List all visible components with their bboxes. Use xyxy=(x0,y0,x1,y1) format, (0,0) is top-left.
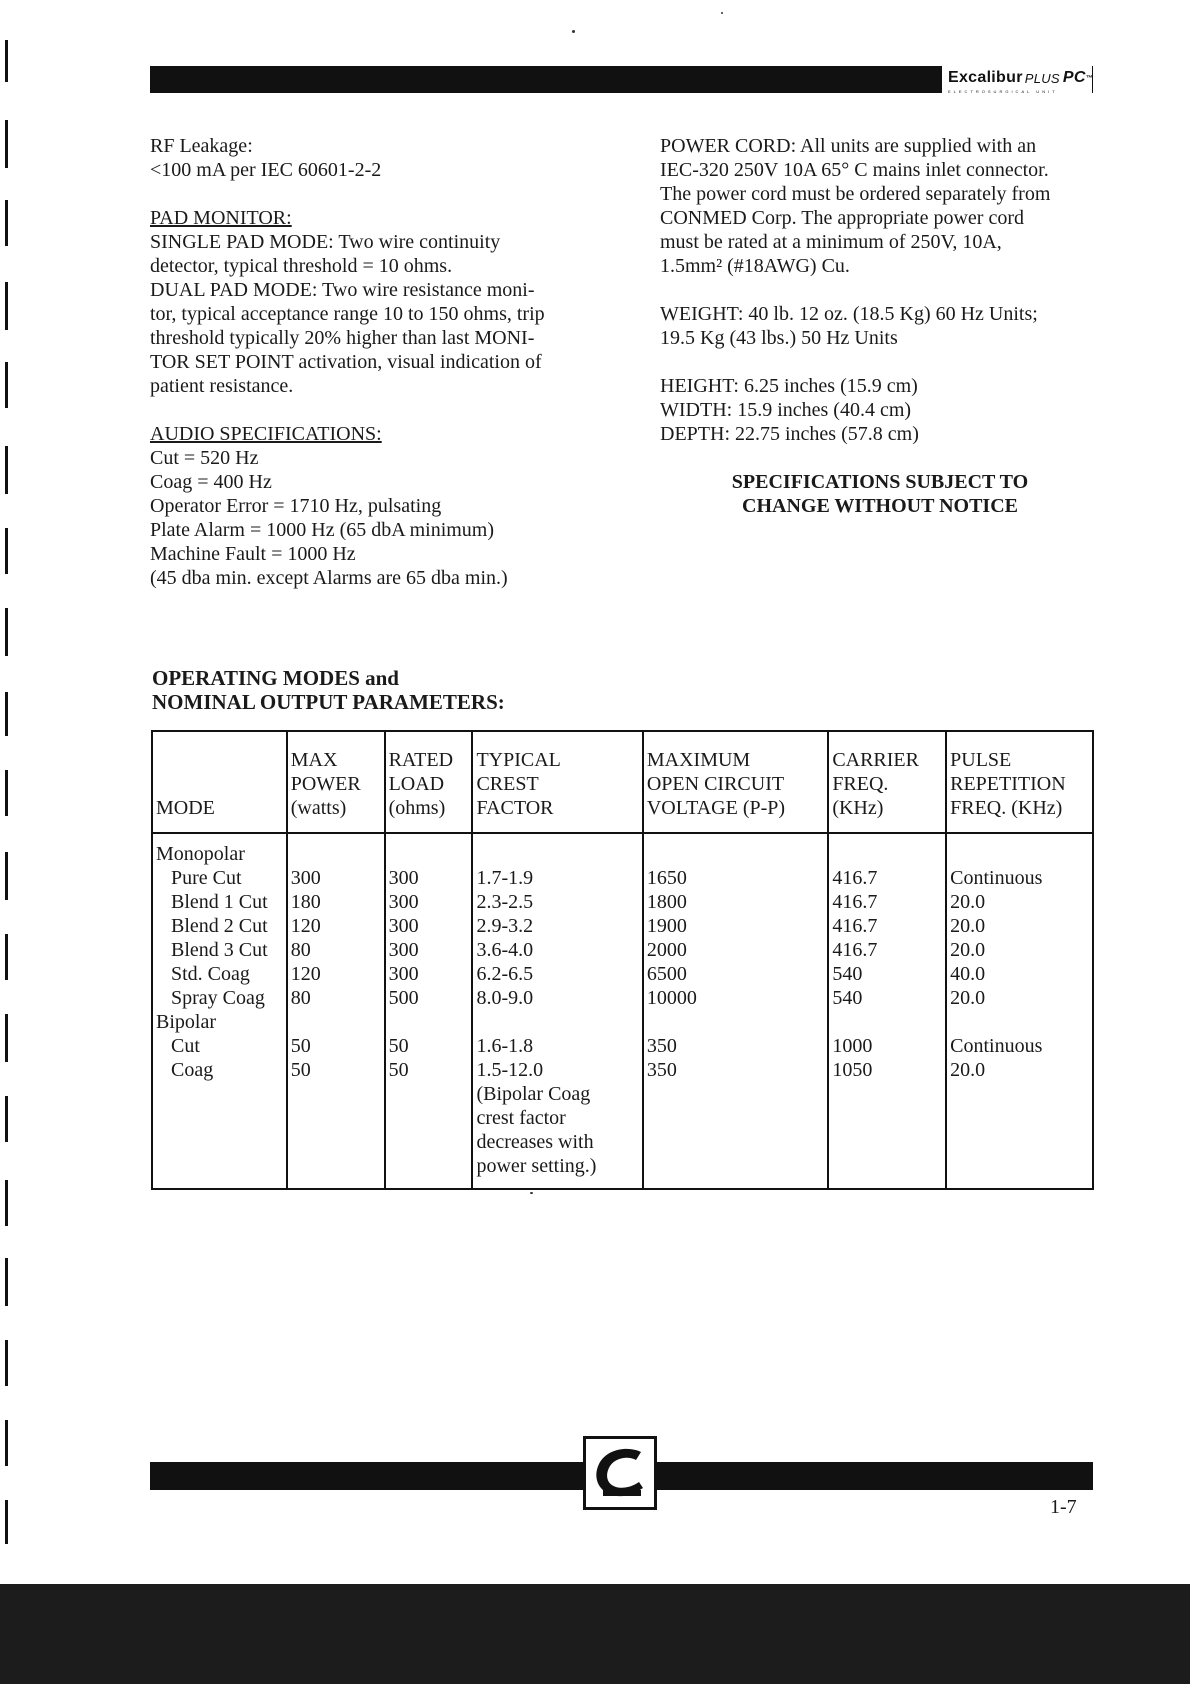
column-header-line: (KHz) xyxy=(832,797,884,819)
cell-crest: 2.9-3.2 xyxy=(472,914,642,938)
column-header-line: PULSE xyxy=(950,749,1012,771)
brand-main: Excalibur xyxy=(948,69,1023,86)
cell-voltage: 350 xyxy=(643,1034,828,1058)
cell-pulse xyxy=(946,1154,1093,1189)
audio-coag: Coag = 400 Hz xyxy=(150,471,272,493)
cell-voltage: 6500 xyxy=(643,962,828,986)
cell-carrier xyxy=(828,1106,946,1130)
cell-mode: Std. Coag xyxy=(152,962,287,986)
column-header-line: OPEN CIRCUIT xyxy=(646,773,785,795)
column-header-line: (watts) xyxy=(290,797,347,819)
column-header-line: MAXIMUM xyxy=(646,749,751,771)
brand-subtitle: ELECTROSURGICAL UNIT xyxy=(948,89,1058,94)
cell-pulse xyxy=(946,1082,1093,1106)
single-pad-line: SINGLE PAD MODE: Two wire continuity xyxy=(150,231,501,253)
binder-mark xyxy=(5,120,8,168)
column-header xyxy=(643,731,828,833)
binder-mark xyxy=(5,934,8,980)
power-cord-line: The power cord must be ordered separately from xyxy=(660,183,1051,205)
cell-power: 120 xyxy=(287,914,385,938)
cell-carrier: 416.7 xyxy=(828,890,946,914)
weight-line: 19.5 Kg (43 lbs.) 50 Hz Units xyxy=(660,327,898,349)
cell-pulse: 20.0 xyxy=(946,938,1093,962)
cell-power: 180 xyxy=(287,890,385,914)
binder-mark xyxy=(5,528,8,574)
cell-crest: 1.6-1.8 xyxy=(472,1034,642,1058)
scan-speck xyxy=(721,12,723,14)
cell-pulse: 40.0 xyxy=(946,962,1093,986)
cell-power xyxy=(287,833,385,866)
table-row xyxy=(152,962,1093,986)
cell-mode: Pure Cut xyxy=(152,866,287,890)
cell-crest: crest factor xyxy=(472,1106,642,1130)
binder-mark xyxy=(5,1096,8,1142)
cell-load: 300 xyxy=(385,890,473,914)
cell-voltage xyxy=(643,1130,828,1154)
output-parameters-table xyxy=(151,730,1094,1190)
power-cord-line: CONMED Corp. The appropriate power cord xyxy=(660,207,1024,229)
audio-plate-alarm: Plate Alarm = 1000 Hz (65 dbA minimum) xyxy=(150,519,495,541)
section-title-line: NOMINAL OUTPUT PARAMETERS: xyxy=(152,690,505,714)
conmed-c-logo-icon xyxy=(589,1442,651,1504)
spec-notice xyxy=(660,470,1100,518)
cell-voltage xyxy=(643,1010,828,1034)
scan-speck xyxy=(572,30,575,33)
binder-mark xyxy=(5,692,8,736)
depth-line: DEPTH: 22.75 inches (57.8 cm) xyxy=(660,423,919,445)
cell-carrier: 416.7 xyxy=(828,938,946,962)
cell-carrier xyxy=(828,1130,946,1154)
cell-voltage: 10000 xyxy=(643,986,828,1010)
height-line: HEIGHT: 6.25 inches (15.9 cm) xyxy=(660,375,918,397)
cell-power: 80 xyxy=(287,938,385,962)
pad-monitor-heading: PAD MONITOR: xyxy=(150,207,292,229)
column-header xyxy=(828,731,946,833)
binder-mark xyxy=(5,200,8,246)
cell-pulse xyxy=(946,1010,1093,1034)
column-header-line: TYPICAL xyxy=(476,749,561,771)
cell-load xyxy=(385,1106,473,1130)
table-row xyxy=(152,1082,1093,1106)
brand-pc: PC xyxy=(1062,69,1086,86)
cell-carrier: 1000 xyxy=(828,1034,946,1058)
cell-power xyxy=(287,1130,385,1154)
dual-pad-line: threshold typically 20% higher than last MONI- xyxy=(150,327,535,349)
cell-crest: (Bipolar Coag xyxy=(472,1082,642,1106)
cell-mode: Monopolar xyxy=(152,833,287,866)
cell-mode xyxy=(152,1130,287,1154)
cell-voltage xyxy=(643,1082,828,1106)
left-column xyxy=(150,134,590,590)
cell-carrier xyxy=(828,833,946,866)
cell-mode: Blend 2 Cut xyxy=(152,914,287,938)
audio-cut: Cut = 520 Hz xyxy=(150,447,259,469)
binder-mark xyxy=(5,1500,8,1544)
table-row xyxy=(152,1010,1093,1034)
cell-power xyxy=(287,1106,385,1130)
cell-mode: Bipolar xyxy=(152,1010,287,1034)
weight-line: WEIGHT: 40 lb. 12 oz. (18.5 Kg) 60 Hz Units; xyxy=(660,303,1038,325)
binder-mark xyxy=(5,40,8,82)
cell-power: 300 xyxy=(287,866,385,890)
table-row xyxy=(152,1130,1093,1154)
column-header-line: RATED xyxy=(388,749,454,771)
cell-voltage xyxy=(643,1154,828,1189)
column-header-line: CREST xyxy=(476,773,539,795)
table-row xyxy=(152,938,1093,962)
binder-mark xyxy=(5,852,8,900)
cell-crest: 1.7-1.9 xyxy=(472,866,642,890)
column-header-line: VOLTAGE (P-P) xyxy=(646,797,786,819)
cell-load: 300 xyxy=(385,962,473,986)
column-header-line: CARRIER xyxy=(832,749,919,771)
binder-mark xyxy=(5,770,8,816)
cell-mode xyxy=(152,1154,287,1189)
cell-voltage: 2000 xyxy=(643,938,828,962)
section-title-line: OPERATING MODES and xyxy=(152,666,399,690)
column-header xyxy=(385,731,473,833)
cell-voltage: 1650 xyxy=(643,866,828,890)
column-header-line: LOAD xyxy=(388,773,445,795)
width-line: WIDTH: 15.9 inches (40.4 cm) xyxy=(660,399,912,421)
right-column xyxy=(660,134,1100,518)
binder-mark xyxy=(5,446,8,494)
cell-voltage: 1900 xyxy=(643,914,828,938)
cell-crest: 2.3-2.5 xyxy=(472,890,642,914)
cell-pulse xyxy=(946,1130,1093,1154)
binder-mark xyxy=(5,1180,8,1226)
cell-carrier: 540 xyxy=(828,986,946,1010)
binder-mark xyxy=(5,608,8,656)
cell-load: 50 xyxy=(385,1058,473,1082)
table-row xyxy=(152,1106,1093,1130)
table-row xyxy=(152,890,1093,914)
table-row xyxy=(152,1034,1093,1058)
cell-mode: Coag xyxy=(152,1058,287,1082)
dual-pad-line: DUAL PAD MODE: Two wire resistance moni- xyxy=(150,279,535,301)
cell-power: 120 xyxy=(287,962,385,986)
single-pad-line: detector, typical threshold = 10 ohms. xyxy=(150,255,453,277)
cell-voltage xyxy=(643,833,828,866)
power-cord-line: must be rated at a minimum of 250V, 10A, xyxy=(660,231,1002,253)
cell-mode: Spray Coag xyxy=(152,986,287,1010)
column-header-line: FACTOR xyxy=(476,797,554,819)
cell-pulse xyxy=(946,1106,1093,1130)
table-row xyxy=(152,1154,1093,1189)
cell-load xyxy=(385,1154,473,1189)
cell-carrier: 540 xyxy=(828,962,946,986)
cell-mode xyxy=(152,1106,287,1130)
cell-load xyxy=(385,1010,473,1034)
cell-crest xyxy=(472,1010,642,1034)
column-header xyxy=(287,731,385,833)
cell-crest xyxy=(472,833,642,866)
table-header-row xyxy=(152,731,1093,833)
power-cord-line: POWER CORD: All units are supplied with an xyxy=(660,135,1037,157)
cell-load xyxy=(385,1082,473,1106)
cell-load xyxy=(385,833,473,866)
cell-power: 50 xyxy=(287,1034,385,1058)
column-header xyxy=(472,731,642,833)
cell-power: 50 xyxy=(287,1058,385,1082)
column-header-line: MODE xyxy=(156,797,215,819)
cell-crest: power setting.) xyxy=(472,1154,642,1189)
column-header xyxy=(152,731,287,833)
cell-pulse: 20.0 xyxy=(946,914,1093,938)
cell-pulse: 20.0 xyxy=(946,1058,1093,1082)
cell-pulse: 20.0 xyxy=(946,986,1093,1010)
column-header-line: POWER xyxy=(290,773,361,795)
table-row xyxy=(152,986,1093,1010)
cell-carrier xyxy=(828,1082,946,1106)
cell-load: 300 xyxy=(385,914,473,938)
audio-heading: AUDIO SPECIFICATIONS: xyxy=(150,423,382,445)
cell-load: 300 xyxy=(385,938,473,962)
scan-speck xyxy=(530,1192,533,1194)
table-row xyxy=(152,914,1093,938)
column-header-line: REPETITION xyxy=(950,773,1066,795)
cell-crest: 6.2-6.5 xyxy=(472,962,642,986)
cell-load: 500 xyxy=(385,986,473,1010)
cell-pulse xyxy=(946,833,1093,866)
power-cord-line: 1.5mm² (#18AWG) Cu. xyxy=(660,255,850,277)
binder-mark xyxy=(5,1014,8,1062)
scan-edge-band xyxy=(0,1584,1190,1684)
cell-mode xyxy=(152,1082,287,1106)
cell-voltage xyxy=(643,1106,828,1130)
brand-tm: ™ xyxy=(1085,74,1094,82)
cell-mode: Blend 1 Cut xyxy=(152,890,287,914)
binder-mark xyxy=(5,1340,8,1386)
page-number: 1-7 xyxy=(1050,1496,1077,1518)
cell-voltage: 1800 xyxy=(643,890,828,914)
cell-crest: decreases with xyxy=(472,1130,642,1154)
rf-leakage-value: <100 mA per IEC 60601-2-2 xyxy=(150,159,382,181)
cell-crest: 1.5-12.0 xyxy=(472,1058,642,1082)
table-row xyxy=(152,1058,1093,1082)
cell-load xyxy=(385,1130,473,1154)
column-header-line: FREQ. (KHz) xyxy=(950,797,1063,819)
dual-pad-line: TOR SET POINT activation, visual indication of xyxy=(150,351,542,373)
cell-power xyxy=(287,1154,385,1189)
column-header-line: (ohms) xyxy=(388,797,446,819)
power-cord-line: IEC-320 250V 10A 65° C mains inlet connector. xyxy=(660,159,1049,181)
table-row xyxy=(152,833,1093,866)
binder-mark xyxy=(5,1420,8,1466)
column-header xyxy=(946,731,1093,833)
binder-mark xyxy=(5,282,8,330)
cell-crest: 8.0-9.0 xyxy=(472,986,642,1010)
cell-carrier: 416.7 xyxy=(828,914,946,938)
operating-modes-title xyxy=(152,666,505,714)
cell-crest: 3.6-4.0 xyxy=(472,938,642,962)
column-header-line: FREQ. xyxy=(832,773,889,795)
table-body xyxy=(152,833,1093,1189)
cell-power: 80 xyxy=(287,986,385,1010)
brand-plus: PLUS xyxy=(1024,70,1060,86)
audio-note: (45 dba min. except Alarms are 65 dba min.) xyxy=(150,567,508,589)
cell-carrier xyxy=(828,1154,946,1189)
dual-pad-line: patient resistance. xyxy=(150,375,294,397)
cell-pulse: Continuous xyxy=(946,866,1093,890)
binder-mark xyxy=(5,362,8,408)
cell-mode: Cut xyxy=(152,1034,287,1058)
cell-carrier: 1050 xyxy=(828,1058,946,1082)
cell-mode: Blend 3 Cut xyxy=(152,938,287,962)
cell-carrier xyxy=(828,1010,946,1034)
binder-mark xyxy=(5,1258,8,1306)
dual-pad-line: tor, typical acceptance range 10 to 150 ohms, trip xyxy=(150,303,545,325)
audio-operator-error: Operator Error = 1710 Hz, pulsating xyxy=(150,495,442,517)
cell-power xyxy=(287,1082,385,1106)
cell-power xyxy=(287,1010,385,1034)
cell-carrier: 416.7 xyxy=(828,866,946,890)
cell-pulse: 20.0 xyxy=(946,890,1093,914)
cell-load: 50 xyxy=(385,1034,473,1058)
rf-leakage-label: RF Leakage: xyxy=(150,135,253,157)
spec-notice-line: CHANGE WITHOUT NOTICE xyxy=(742,495,1018,517)
column-header-line: MAX xyxy=(290,749,338,771)
audio-machine-fault: Machine Fault = 1000 Hz xyxy=(150,543,356,565)
spec-notice-line: SPECIFICATIONS SUBJECT TO xyxy=(731,471,1029,493)
table-row xyxy=(152,866,1093,890)
conmed-logo xyxy=(583,1436,657,1510)
cell-load: 300 xyxy=(385,866,473,890)
cell-pulse: Continuous xyxy=(946,1034,1093,1058)
cell-voltage: 350 xyxy=(643,1058,828,1082)
